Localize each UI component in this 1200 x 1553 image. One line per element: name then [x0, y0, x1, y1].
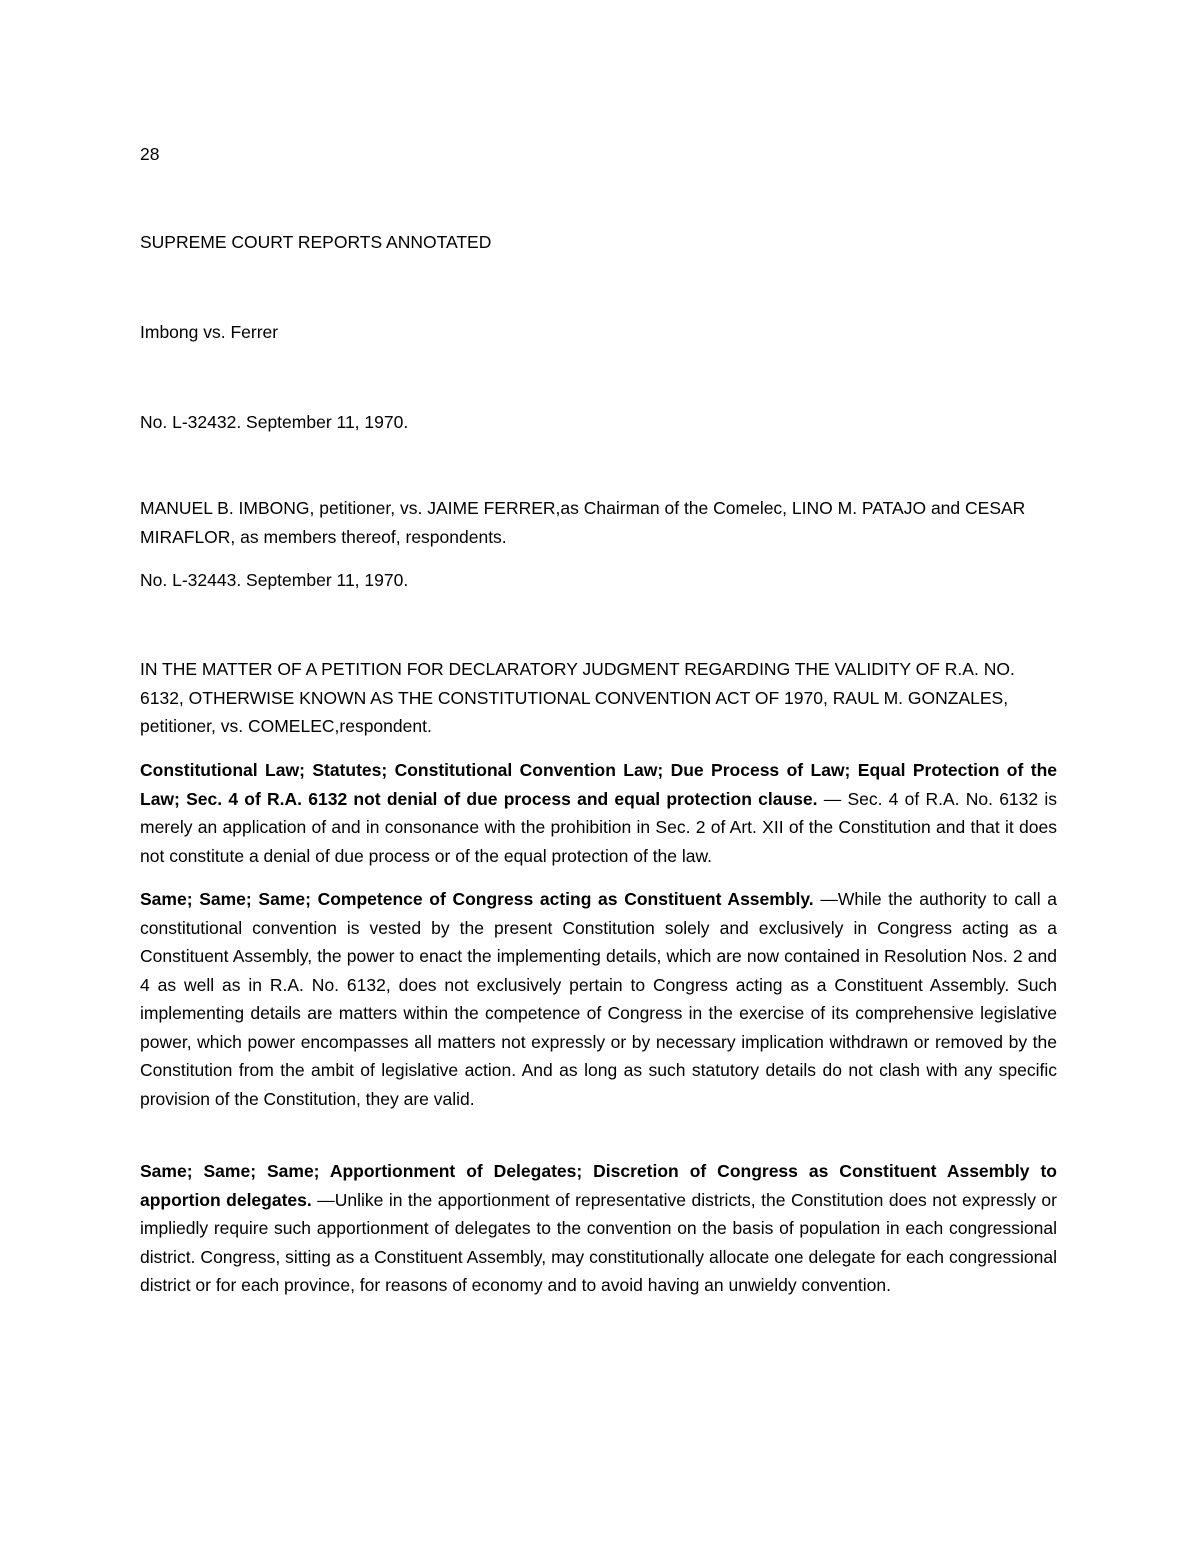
case-one-parties: MANUEL B. IMBONG, petitioner, vs. JAIME FERRER,as Chairman of the Comelec, LINO M. PATAJO and CESAR MIRAFLOR, as members thereof, respondents.: [140, 498, 1026, 547]
case-two-docket: No. L-32443. September 11, 1970.: [140, 570, 409, 590]
syllabus-body-3: —Unlike in the apportionment of representative districts, the Constitution does not expressly or impliedly require such apportionment of delegates to the convention on the basis of population in each congressional district. Congress, sitting as a Constituent Assembly, may constitutionally allocate one delegate for each congressional district or for each province, for reasons of economy and to avoid having an unwieldy convention.: [140, 1189, 1057, 1295]
syllabus-paragraph-1: [140, 756, 1057, 870]
case-two-parties: IN THE MATTER OF A PETITION FOR DECLARATORY JUDGMENT REGARDING THE VALIDITY OF R.A. NO. 6132, OTHERWISE KNOWN AS THE CONSTITUTIONAL CONVENTION ACT OF 1970, RAUL M. GONZALES, petitioner, vs. COMELEC,respondent.: [140, 659, 1015, 736]
syllabus-heading-3: Same; Same; Same; Apportionment of Delegates; Discretion of Congress as Constituent Assembly to apportion delegates.: [140, 1161, 1057, 1210]
syllabus-paragraph-2: [140, 885, 1057, 1113]
report-title: SUPREME COURT REPORTS ANNOTATED: [140, 232, 492, 252]
page-number: 28: [140, 144, 160, 164]
syllabus-heading-1: Constitutional Law; Statutes; Constitutional Convention Law; Due Process of Law; Equal Protection of the Law; Sec. 4 of R.A. 6132 not denial of due process and equal protection clause.: [140, 760, 1057, 809]
syllabus-paragraph-3: [140, 1157, 1057, 1300]
case-one-docket: No. L-32432. September 11, 1970.: [140, 412, 409, 432]
syllabus-body-1: — Sec. 4 of R.A. No. 6132 is merely an application of and in consonance with the prohibition in Sec. 2 of Art. XII of the Constitution and that it does not constitute a denial of due process or of the equal protection of the law.: [140, 788, 1057, 866]
syllabus-body-2: —While the authority to call a constitutional convention is vested by the present Constitution solely and exclusively in Congress acting as a Constituent Assembly, the power to enact the implementing details, which are now contained in Resolution Nos. 2 and 4 as well as in R.A. No. 6132, does not exclusively pertain to Congress acting as a Constituent Assembly. Such implementing details are matters within the competence of Congress in the exercise of its comprehensive legislative power, which power encompasses all matters not expressly or by necessary implication withdrawn or removed by the Constitution from the ambit of legislative action. And as long as such statutory details do not clash with any specific provision of the Constitution, they are valid.: [140, 889, 1057, 1109]
syllabus-heading-2: Same; Same; Same; Competence of Congress acting as Constituent Assembly.: [140, 889, 814, 909]
case-short-title: Imbong vs. Ferrer: [140, 322, 279, 342]
